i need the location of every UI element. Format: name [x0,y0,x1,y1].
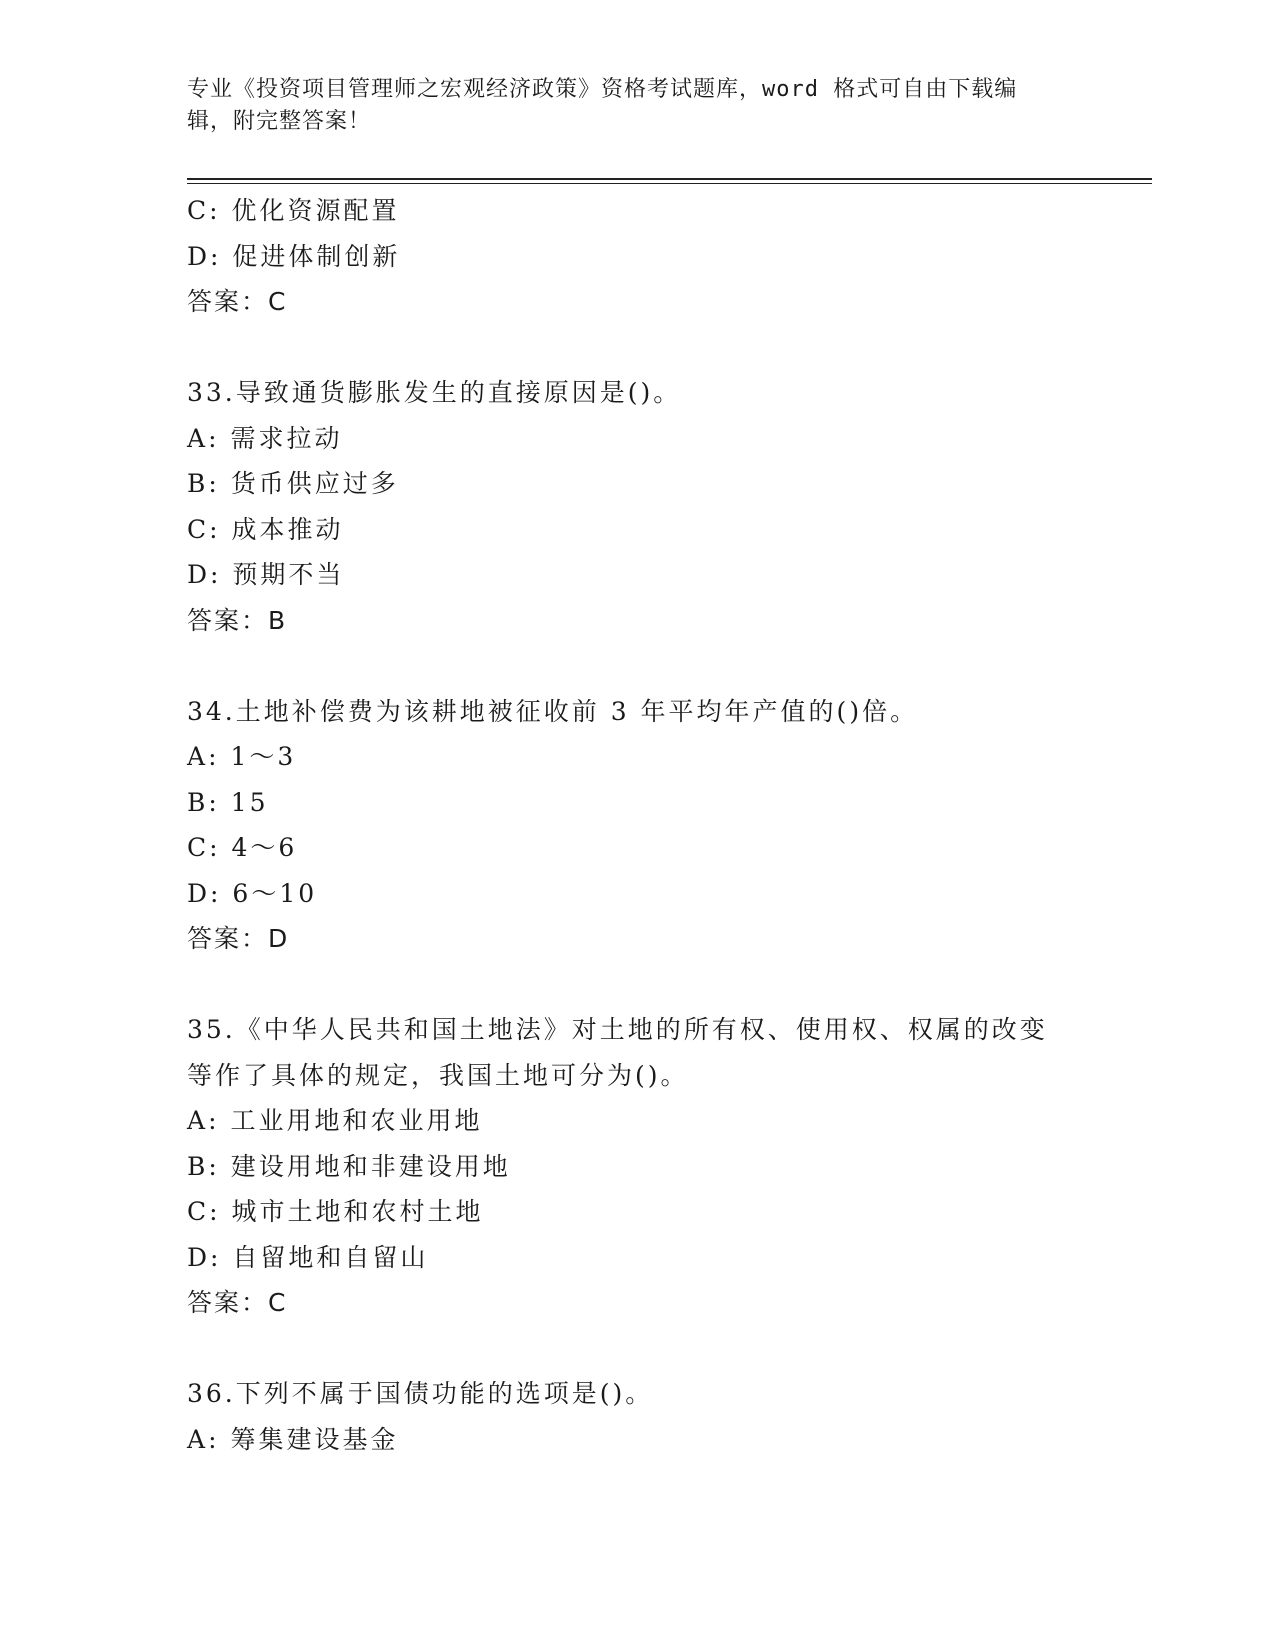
answer-line: 答案：C [187,1288,288,1317]
spacer [187,962,1147,1008]
answer-line: 答案：D [187,924,290,953]
option-d: D: 自留地和自留山 [187,1242,429,1272]
question-stem: 33.导致通货膨胀发生的直接原因是()。 [187,378,682,407]
spacer [187,643,1147,689]
option-c: C: 优化资源配置 [187,196,400,225]
option-c: C: 4～6 [187,833,298,862]
option-c: C: 城市土地和农村土地 [187,1197,484,1226]
option-d: D: 6～10 [187,878,318,908]
option-d: D: 促进体制创新 [187,241,401,271]
answer-line: 答案：C [187,287,288,316]
option-b: B: 建设用地和非建设用地 [187,1151,511,1181]
header-divider-thick [187,178,1152,180]
option-a: A: 1～3 [187,742,297,771]
question-stem: 34.土地补偿费为该耕地被征收前 3 年平均年产值的()倍。 [187,696,919,726]
answer-line: 答案：B [187,605,288,635]
option-a: A: 筹集建设基金 [187,1424,399,1454]
option-d: D: 预期不当 [187,560,345,589]
option-b: B: 15 [187,787,269,817]
header-divider-thin [187,183,1152,184]
option-a: A: 需求拉动 [187,423,343,453]
document-header [187,74,1087,138]
option-a: A: 工业用地和农业用地 [187,1106,483,1135]
option-c: C: 成本推动 [187,514,344,544]
header-line-2: 辑，附完整答案！ [187,109,372,134]
spacer [187,1326,1147,1372]
question-stem-line-2: 等作了具体的规定，我国土地可分为()。 [187,1060,689,1090]
header-line-1: 专业《投资项目管理师之宏观经济政策》资格考试题库，word 格式可自由下载编 [187,77,1018,102]
question-list [187,188,1147,1462]
question-stem-line-1: 35.《中华人民共和国土地法》对土地的所有权、使用权、权属的改变 [187,1015,1048,1044]
option-b: B: 货币供应过多 [187,469,399,498]
question-stem: 36.下列不属于国债功能的选项是()。 [187,1379,654,1408]
spacer [187,325,1147,371]
